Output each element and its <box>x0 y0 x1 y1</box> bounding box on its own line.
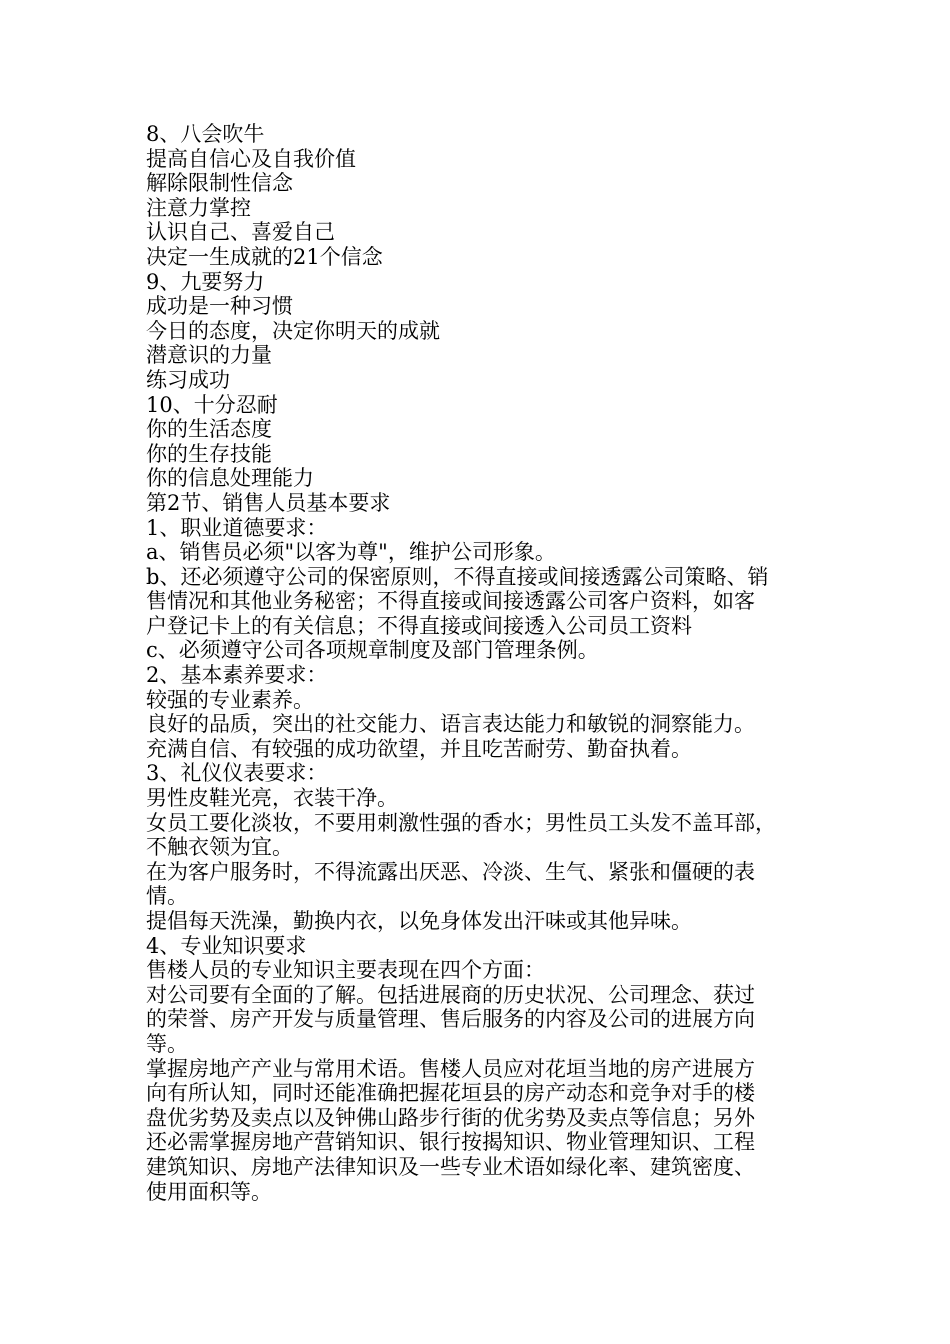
text-line: 成功是一种习惯 <box>146 294 293 319</box>
text-line: 情。 <box>146 884 188 909</box>
text-line: 良好的品质，突出的社交能力、语言表达能力和敏锐的洞察能力。 <box>146 712 755 737</box>
text-line: 1、职业道德要求： <box>146 515 328 540</box>
text-line: a、销售员必须"以客为尊"，维护公司形象。 <box>146 540 556 565</box>
text-line: 注意力掌控 <box>146 195 251 220</box>
text-line: 你的信息处理能力 <box>146 466 314 491</box>
text-line: c、必须遵守公司各项规章制度及部门管理条例。 <box>146 638 599 663</box>
text-line: 练习成功 <box>146 367 230 392</box>
text-line: 售楼人员的专业知识主要表现在四个方面： <box>146 958 545 983</box>
text-line: 9、九要努力 <box>146 269 265 294</box>
text-line: 在为客户服务时，不得流露出厌恶、冷淡、生气、紧张和僵硬的表 <box>146 859 755 884</box>
text-line: 售情况和其他业务秘密；不得直接或间接透露公司客户资料，如客 <box>146 589 755 614</box>
text-line: 女员工要化淡妆，不要用刺激性强的香水；男性员工头发不盖耳部， <box>146 810 776 835</box>
text-line: 决定一生成就的21个信念 <box>146 244 383 269</box>
text-line: 建筑知识、房地产法律知识及一些专业术语如绿化率、建筑密度、 <box>146 1154 755 1179</box>
text-line: 你的生存技能 <box>146 441 272 466</box>
text-line: b、还必须遵守公司的保密原则，不得直接或间接透露公司策略、销 <box>146 564 769 589</box>
text-line: 3、礼仪仪表要求： <box>146 761 328 786</box>
section-heading: 第2节、销售人员基本要求 <box>146 490 391 515</box>
text-line: 认识自己、喜爱自己 <box>146 220 335 245</box>
text-line: 的荣誉、房产开发与质量管理、售后服务的内容及公司的进展方向 <box>146 1007 755 1032</box>
text-line: 今日的态度，决定你明天的成就 <box>146 318 440 343</box>
text-line: 对公司要有全面的了解。包括进展商的历史状况、公司理念、获过 <box>146 982 755 1007</box>
text-line: 还必需掌握房地产营销知识、银行按揭知识、物业管理知识、工程 <box>146 1130 755 1155</box>
text-line: 解除限制性信念 <box>146 171 293 196</box>
text-line: 掌握房地产产业与常用术语。售楼人员应对花垣当地的房产进展方 <box>146 1056 755 1081</box>
text-line: 等。 <box>146 1031 188 1056</box>
text-line: 不触衣领为宜。 <box>146 835 293 860</box>
text-line: 4、专业知识要求 <box>146 933 307 958</box>
text-line: 充满自信、有较强的成功欲望，并且吃苦耐劳、勤奋执着。 <box>146 736 692 761</box>
text-line: 使用面积等。 <box>146 1179 272 1204</box>
text-line: 8、八会吹牛 <box>146 122 265 146</box>
text-line: 提倡每天洗澡，勤换内衣，以免身体发出汗味或其他异味。 <box>146 909 692 933</box>
document-body <box>146 122 836 1204</box>
text-line: 你的生活态度 <box>146 417 272 442</box>
text-line: 提高自信心及自我价值 <box>146 146 356 171</box>
text-line: 较强的专业素养。 <box>146 687 314 712</box>
text-line: 户登记卡上的有关信息；不得直接或间接透入公司员工资料 <box>146 613 692 638</box>
text-line: 向有所认知，同时还能准确把握花垣县的房产动态和竞争对手的楼 <box>146 1081 755 1106</box>
text-line: 10、十分忍耐 <box>146 392 278 417</box>
text-line: 潜意识的力量 <box>146 343 272 368</box>
text-line: 2、基本素养要求： <box>146 663 328 688</box>
text-line: 盘优劣势及卖点以及钟佛山路步行街的优劣势及卖点等信息；另外 <box>146 1105 755 1130</box>
text-line: 男性皮鞋光亮，衣装干净。 <box>146 786 398 811</box>
